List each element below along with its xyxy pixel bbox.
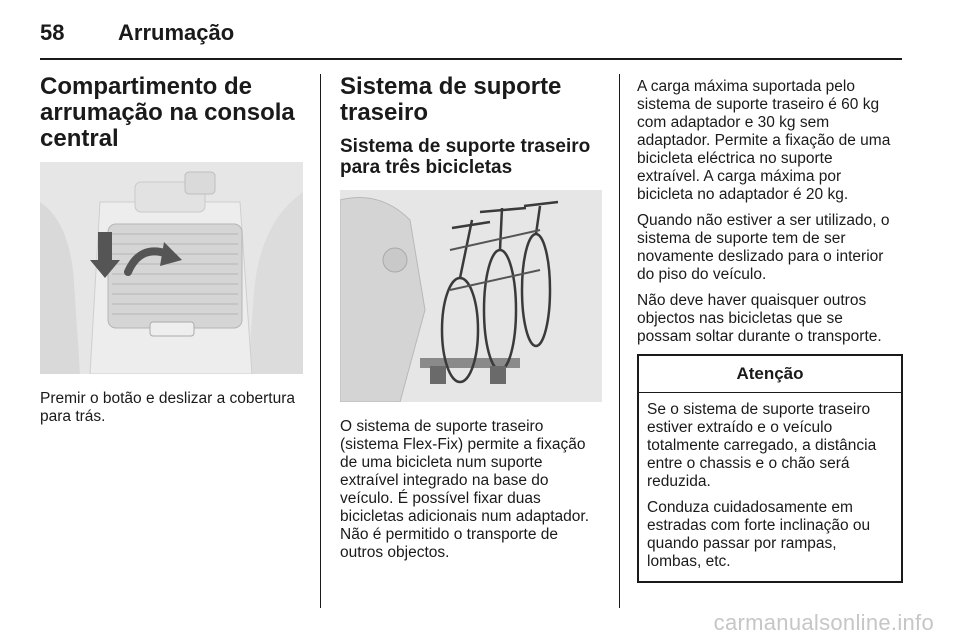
stow-paragraph: Quando não estiver a ser utilizado, o sistema de suporte tem de ser novamente deslizado para o interior do piso do veículo. <box>637 212 890 283</box>
max-load-paragraph: A carga máxima suportada pelo sistema de suporte traseiro é 60 kg com adaptador e 30 kg sem adaptador. Permite a fixação de uma bicicleta eléctrica no suporte extraível. A carga máxima por bicicleta no adaptador é 20 kg. <box>637 78 891 203</box>
three-bike-carrier-subheading: Sistema de suporte traseiro para três bicicletas <box>340 136 591 178</box>
left-column <box>40 74 306 426</box>
warning-body <box>639 393 901 581</box>
warning-title: Atenção <box>639 356 901 393</box>
page-header <box>40 18 234 48</box>
console-storage-figure <box>40 162 303 374</box>
rear-carrier-description: O sistema de suporte traseiro (sistema Flex-Fix) permite a fixação de uma bicicleta num suporte extraível integrado na base do veículo. É possível fixar duas bicicletas adicionais num adaptador. Não é permitido o transporte de outros objectos. <box>340 418 590 561</box>
column-divider-left <box>320 74 321 608</box>
middle-column <box>340 74 610 562</box>
warning-paragraph-1: Se o sistema de suporte traseiro estiver extraído e o veículo totalmente carregado, a distância entre o chassis e o chão será reduzida. <box>647 401 877 490</box>
warning-box <box>637 354 903 583</box>
watermark: carmanualsonline.info <box>713 610 934 635</box>
rear-carrier-heading: Sistema de suporte traseiro <box>340 73 562 126</box>
loose-objects-paragraph: Não deve haver quaisquer outros objectos nas bicicletas que se possam soltar durante o transporte. <box>637 292 882 345</box>
console-storage-heading: Compartimento de arrumação na consola central <box>40 73 295 152</box>
warning-paragraph-2: Conduza cuidadosamente em estradas com forte inclinação ou quando passar por rampas, lombas, etc. <box>647 499 871 570</box>
column-divider-right <box>619 74 620 608</box>
chapter-title: Arrumação <box>118 20 235 45</box>
bike-carrier-illustration <box>340 190 602 402</box>
page-number: 58 <box>40 20 65 45</box>
header-rule <box>40 58 902 60</box>
right-column <box>637 78 905 583</box>
console-illustration <box>40 162 303 374</box>
bike-carrier-figure <box>340 190 602 402</box>
console-storage-caption: Premir o botão e deslizar a cobertura para trás. <box>40 390 296 425</box>
